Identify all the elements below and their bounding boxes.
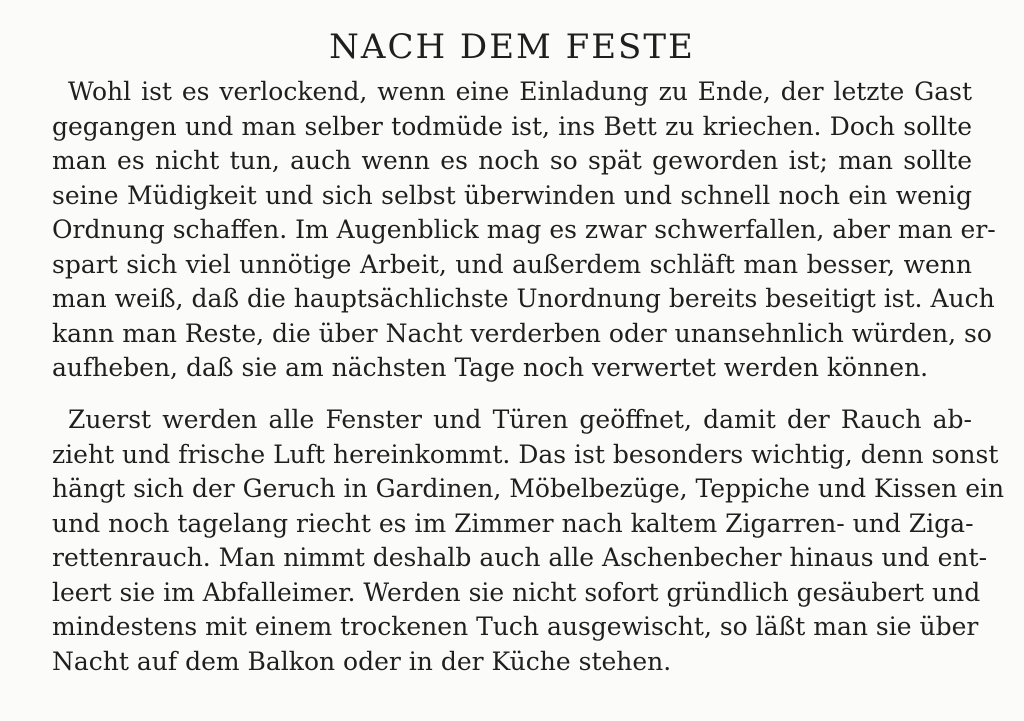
page-title: NACH DEM FESTE xyxy=(329,27,695,67)
text-line: gegangen und man selber todmüde ist, ins Bett zu kriechen. Doch sollte xyxy=(52,112,972,141)
text-line: Wohl ist es verlockend, wenn eine Einladung zu Ende, der letzte Gast xyxy=(68,77,972,106)
text-line: seine Müdigkeit und sich selbst überwinden und schnell noch ein wenig xyxy=(52,181,972,210)
text-line: zieht und frische Luft hereinkommt. Das ist besonders wichtig, denn sonst xyxy=(52,440,999,469)
text-line: mindestens mit einem trockenen Tuch ausgewischt, so läßt man sie über xyxy=(52,612,979,641)
text-line: Nacht auf dem Balkon oder in der Küche stehen. xyxy=(52,647,672,676)
text-line: man es nicht tun, auch wenn es noch so spät geworden ist; man sollte xyxy=(52,146,972,175)
text-line: man weiß, daß die hauptsächlichste Unordnung bereits beseitigt ist. Auch xyxy=(52,284,995,313)
text-line: spart sich viel unnötige Arbeit, und außerdem schläft man besser, wenn xyxy=(52,250,972,279)
text-line: Zuerst werden alle Fenster und Türen geöffnet, damit der Rauch ab- xyxy=(68,405,972,434)
text-line: aufheben, daß sie am nächsten Tage noch verwertet werden können. xyxy=(52,353,929,382)
text-line: leert sie im Abfalleimer. Werden sie nicht sofort gründlich gesäubert und xyxy=(52,578,981,607)
text-line: rettenrauch. Man nimmt deshalb auch alle Aschenbecher hinaus und ent- xyxy=(52,543,988,572)
text-line: und noch tagelang riecht es im Zimmer nach kaltem Zigarren- und Ziga- xyxy=(52,509,974,538)
text-line: kann man Reste, die über Nacht verderben oder unansehnlich würden, so xyxy=(52,319,992,348)
text-line: hängt sich der Geruch in Gardinen, Möbelbezüge, Teppiche und Kissen ein xyxy=(52,474,1005,503)
text-line: Ordnung schaffen. Im Augenblick mag es zwar schwerfallen, aber man er- xyxy=(52,215,996,244)
